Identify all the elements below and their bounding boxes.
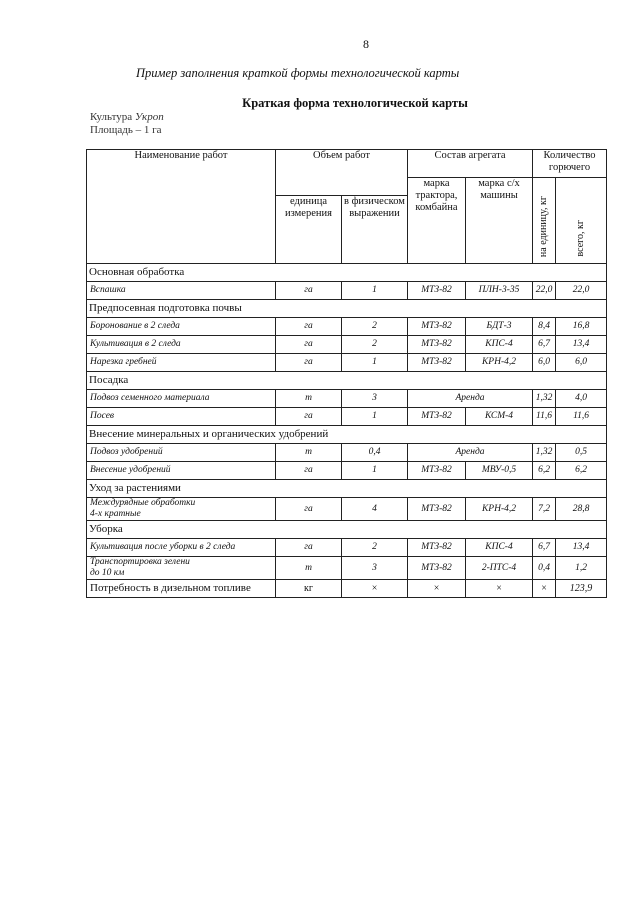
unit-cell: га (276, 408, 342, 426)
table-row (87, 390, 607, 408)
fuel-total: 13,4 (556, 539, 607, 557)
qty-cell: 2 (342, 539, 408, 557)
header-total-label: всего, кг (575, 220, 587, 257)
fuel-per-unit: 7,2 (533, 498, 556, 521)
section-title: Предпосевная подготовка почвы (87, 300, 607, 318)
fuel-per-unit: 6,7 (533, 539, 556, 557)
header-per-unit (533, 178, 556, 264)
qty-cell: 1 (342, 462, 408, 480)
unit-cell: т (276, 390, 342, 408)
summary-name: Потребность в дизельном топливе (87, 580, 276, 598)
section-row (87, 521, 607, 539)
tractor-brand: МТЗ-82 (408, 336, 466, 354)
fuel-total: 0,5 (556, 444, 607, 462)
tech-card-table (86, 149, 607, 598)
summary-row (87, 580, 607, 598)
work-name-line: Посев (90, 411, 115, 422)
header-machine: марка с/х машины (466, 178, 533, 264)
work-name (87, 318, 276, 336)
work-name-line2: 4-х кратные (90, 509, 141, 519)
table-row (87, 336, 607, 354)
unit-cell: га (276, 462, 342, 480)
culture-label: Культура (90, 111, 133, 123)
unit-cell: га (276, 498, 342, 521)
qty-cell: 4 (342, 498, 408, 521)
work-name-line: Боронование в 2 следа (90, 321, 180, 332)
summary-machine: × (466, 580, 533, 598)
unit-cell: т (276, 557, 342, 580)
work-name-line: Подвоз удобрений (90, 447, 163, 458)
tractor-brand: МТЗ-82 (408, 282, 466, 300)
unit-cell: т (276, 444, 342, 462)
section-row (87, 426, 607, 444)
tractor-brand: МТЗ-82 (408, 318, 466, 336)
unit-cell: га (276, 282, 342, 300)
fuel-total: 22,0 (556, 282, 607, 300)
work-name (87, 557, 276, 580)
fuel-total: 11,6 (556, 408, 607, 426)
area-line: Площадь – 1 га (90, 124, 162, 136)
tractor-brand: МТЗ-82 (408, 539, 466, 557)
header-volume: Объем работ (276, 150, 408, 196)
header-tractor: марка трактора, комбайна (408, 178, 466, 264)
tractor-brand: МТЗ-82 (408, 557, 466, 580)
work-name-line: Культивация в 2 следа (90, 339, 181, 350)
fuel-per-unit: 0,4 (533, 557, 556, 580)
work-name-line2: до 10 км (90, 568, 125, 578)
work-name (87, 282, 276, 300)
fuel-per-unit: 6,0 (533, 354, 556, 372)
section-row (87, 480, 607, 498)
header-aggregate: Состав агрегата (408, 150, 533, 178)
machine-brand: КСМ-4 (466, 408, 533, 426)
table-row (87, 444, 607, 462)
unit-cell: га (276, 336, 342, 354)
aggregate-merged: Аренда (408, 444, 533, 462)
fuel-total: 6,0 (556, 354, 607, 372)
qty-cell: 0,4 (342, 444, 408, 462)
machine-brand: МВУ-0,5 (466, 462, 533, 480)
machine-brand: ПЛН-3-35 (466, 282, 533, 300)
work-name-line: Вспашка (90, 285, 126, 296)
machine-brand: КПС-4 (466, 336, 533, 354)
fuel-per-unit: 1,32 (533, 444, 556, 462)
tractor-brand: МТЗ-82 (408, 354, 466, 372)
section-row (87, 300, 607, 318)
header-unit: единица измерения (276, 196, 342, 264)
summary-per-unit: × (533, 580, 556, 598)
fuel-per-unit: 1,32 (533, 390, 556, 408)
work-name-line: Подвоз семенного материала (90, 393, 210, 404)
header-physical: в физическом выражении (342, 196, 408, 264)
machine-brand: КРН-4,2 (466, 498, 533, 521)
fuel-per-unit: 11,6 (533, 408, 556, 426)
header-fuel: Количество горючего (533, 150, 607, 178)
aggregate-merged: Аренда (408, 390, 533, 408)
example-caption: Пример заполнения краткой формы технологической карты (136, 66, 460, 80)
fuel-per-unit: 8,4 (533, 318, 556, 336)
header-name: Наименование работ (87, 150, 276, 264)
section-title: Основная обработка (87, 264, 607, 282)
fuel-total: 4,0 (556, 390, 607, 408)
qty-cell: 1 (342, 354, 408, 372)
tractor-brand: МТЗ-82 (408, 462, 466, 480)
section-title: Внесение минеральных и органических удобрений (87, 426, 607, 444)
work-name (87, 336, 276, 354)
machine-brand: КРН-4,2 (466, 354, 533, 372)
header-total (556, 178, 607, 264)
machine-brand: БДТ-3 (466, 318, 533, 336)
section-row (87, 372, 607, 390)
work-name (87, 462, 276, 480)
work-name-line: Транспортировка зелени (90, 557, 190, 568)
summary-total: 123,9 (556, 580, 607, 598)
tractor-brand: МТЗ-82 (408, 408, 466, 426)
unit-cell: га (276, 354, 342, 372)
work-name (87, 539, 276, 557)
tractor-brand: МТЗ-82 (408, 498, 466, 521)
section-title: Уборка (87, 521, 607, 539)
section-title: Уход за растениями (87, 480, 607, 498)
header-per-unit-label: на единицу, кг (538, 195, 550, 257)
unit-cell: га (276, 318, 342, 336)
summary-unit: кг (276, 580, 342, 598)
machine-brand: 2-ПТС-4 (466, 557, 533, 580)
table-row (87, 498, 607, 521)
work-name-line: Нарезка гребней (90, 357, 157, 368)
fuel-per-unit: 22,0 (533, 282, 556, 300)
work-name-line: Культивация после уборки в 2 следа (90, 542, 236, 553)
culture-line (90, 111, 164, 123)
summary-qty: × (342, 580, 408, 598)
table-row (87, 354, 607, 372)
fuel-total: 6,2 (556, 462, 607, 480)
table-row (87, 282, 607, 300)
culture-value: Укроп (134, 111, 164, 123)
fuel-total: 13,4 (556, 336, 607, 354)
table-row (87, 318, 607, 336)
qty-cell: 2 (342, 336, 408, 354)
machine-brand: КПС-4 (466, 539, 533, 557)
table-body (87, 264, 607, 598)
card-title: Краткая форма технологической карты (242, 96, 468, 110)
work-name (87, 354, 276, 372)
fuel-total: 16,8 (556, 318, 607, 336)
qty-cell: 3 (342, 557, 408, 580)
section-row (87, 264, 607, 282)
table-row (87, 539, 607, 557)
unit-cell: га (276, 539, 342, 557)
fuel-per-unit: 6,7 (533, 336, 556, 354)
work-name (87, 390, 276, 408)
table-row (87, 462, 607, 480)
section-title: Посадка (87, 372, 607, 390)
qty-cell: 3 (342, 390, 408, 408)
work-name (87, 444, 276, 462)
fuel-per-unit: 6,2 (533, 462, 556, 480)
work-name (87, 498, 276, 521)
table-header (87, 150, 607, 264)
summary-tractor: × (408, 580, 466, 598)
table-row (87, 408, 607, 426)
work-name-line: Междурядные обработки (90, 498, 196, 509)
table-row (87, 557, 607, 580)
fuel-total: 1,2 (556, 557, 607, 580)
qty-cell: 2 (342, 318, 408, 336)
work-name-line: Внесение удобрений (90, 465, 171, 476)
work-name (87, 408, 276, 426)
fuel-total: 28,8 (556, 498, 607, 521)
qty-cell: 1 (342, 282, 408, 300)
page-number: 8 (363, 37, 369, 51)
qty-cell: 1 (342, 408, 408, 426)
